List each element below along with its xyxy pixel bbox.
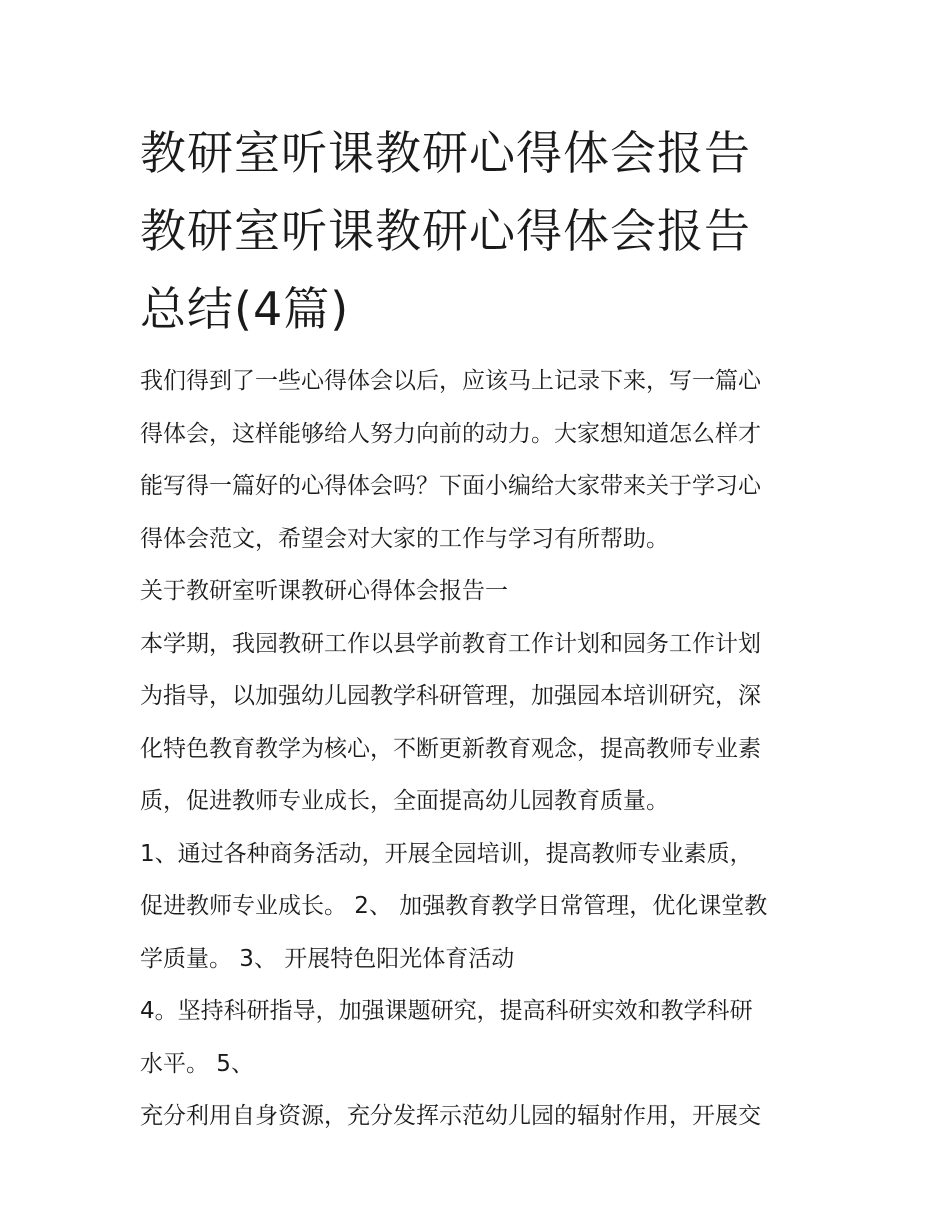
document-title	[140, 114, 820, 348]
body-line: 本学期，我园教研工作以县学前教育工作计划和园务工作计划	[140, 630, 761, 657]
body-line: 充分利用自身资源，充分发挥示范幼儿园的辐射作用，开展交	[140, 1103, 761, 1129]
body-line: 化特色教育教学为核心，不断更新教育观念，提高教师专业素	[140, 735, 761, 762]
list-item: 1、通过各种商务活动，开展全园培训，提高教师专业素质，	[140, 840, 753, 867]
section-heading: 关于教研室听课教研心得体会报告一	[140, 578, 508, 604]
body-line: 得体会，这样能够给人努力向前的动力。大家想知道怎么样才	[140, 420, 761, 447]
body-line: 得体会范文，希望会对大家的工作与学习有所帮助。	[140, 525, 669, 552]
title-line: 教研室听课教研心得体会报告	[140, 126, 751, 180]
list-item: 促进教师专业成长。 2、 加强教育教学日常管理，优化课堂教	[140, 893, 768, 919]
body-line: 为指导，以加强幼儿园教学科研管理，加强园本培训研究，深	[140, 683, 761, 709]
body-line: 能写得一篇好的心得体会吗？下面小编给大家带来关于学习心	[140, 473, 761, 499]
list-item: 学质量。 3、 开展特色阳光体育活动	[140, 945, 515, 972]
body-line: 质，促进教师专业成长，全面提高幼儿园教育质量。	[140, 788, 669, 814]
title-line: 教研室听课教研心得体会报告	[140, 204, 751, 258]
title-line: 总结(4篇)	[140, 282, 350, 336]
list-item: 4。坚持科研指导，加强课题研究，提高科研实效和教学科研	[140, 998, 753, 1024]
body-line: 我们得到了一些心得体会以后，应该马上记录下来，写一篇心	[140, 368, 761, 394]
document-body	[140, 355, 820, 1143]
list-item: 水平。 5、	[140, 1050, 254, 1077]
